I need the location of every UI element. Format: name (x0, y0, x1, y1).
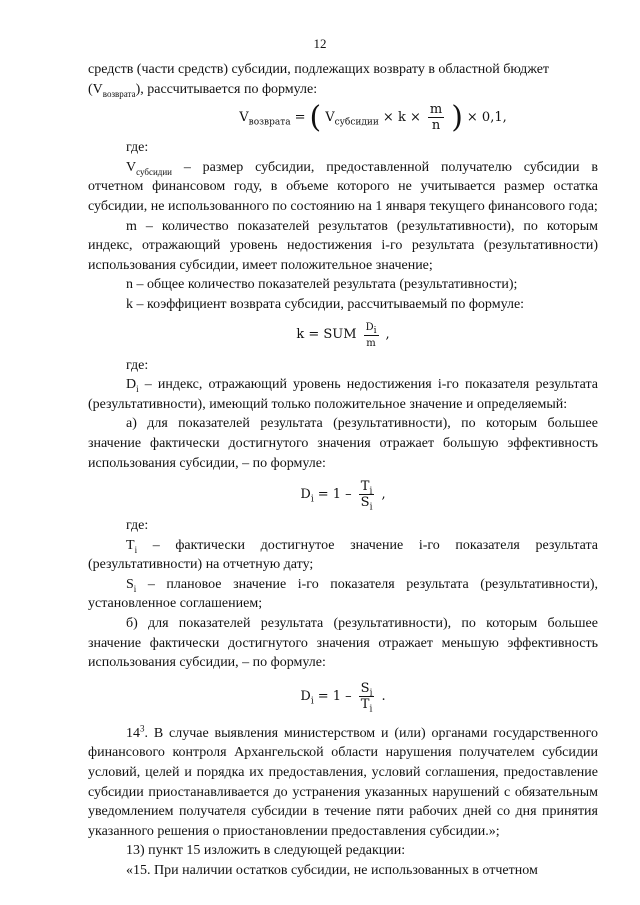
clause-14-3: $14^3$. В случае выявления министерством и (или) органами государственного финансового контроля Архангельской области нарушения получателем субсидии условий, целей и порядка их предоставления, условий соглашения, предоставление субсидии приостанавливается до устранения указанных нарушений с обязательным уведомлением получателя субсидии в течение пяти рабочих дней со дня принятия указанного решения о приостановлении предоставления субсидии.»; (88, 723, 598, 839)
formula-k: k = SUM $\frac{D_i}{m}$ , (296, 321, 390, 349)
definition-si: $S_i$ – плановое значение i-го показателя результата (результативности), установленное соглашением; (88, 576, 598, 612)
definition-n: n – общее количество показателей результата (результативности); (126, 277, 518, 293)
definition-di: $D_i$ – индекс, отражающий уровень недостижения i-го показателя результата (результативности), имеющий только положительное значение и определяемый: (88, 377, 598, 412)
definition-k: k – коэффициент возврата субсидии, рассчитываемый по формуле: (126, 296, 525, 312)
formula-di-case-b: $D_i$ = 1 – $\frac{S_i}{T_i}$ . (300, 680, 386, 715)
definition-v-subsidy: $V_{субсидии}$ – размер субсидии, предоставленной получателю субсидии в отчетном финансовом году, в объеме которого не учитывается размер остатка субсидии, не использованного по состоянию на 1 января текущего финансового года; (88, 159, 598, 214)
page-number: 12 (313, 36, 327, 51)
paragraph-return-amount: средств (части средств) субсидии, подлежащих возврату в областной бюджет $(V_{возврата})$, рассчитывается по формуле: (88, 62, 550, 99)
where-label: где: (126, 518, 149, 534)
where-label: где: (126, 357, 149, 373)
item-13: 13) пункт 15 изложить в следующей редакции: (126, 843, 406, 859)
formula-di-case-a: $D_i$ = 1 – $\frac{T_i}{S_i}$ , (300, 479, 386, 513)
case-b-text: б) для показателей результата (результативности), по которым большее значение фактически достигнутого значения отражает меньшую эффективность использования субсидии, – по формуле: (88, 616, 598, 671)
document-body (88, 60, 598, 881)
case-a-text: а) для показателей результата (результативности), по которым большее значение фактически достигнутого значения отражает большую эффективность использования субсидии, – по формуле: (88, 416, 598, 471)
where-label: где: (126, 140, 149, 156)
definition-m: m – количество показателей результатов (результативности), по которым индекс, отражающий уровень недостижения i-го результата (результативности) использования субсидии, имеет положительное значение; (88, 218, 598, 273)
definition-ti: $T_i$ – фактически достигнутое значение i-го показателя результата (результативности) на отчетную дату; (88, 537, 598, 573)
formula-return-amount: $V_{возврата}$ = ( $V_{субсидии}$ × k × $\frac{m}{n}$ ) × 0,1, (239, 99, 507, 135)
clause-15-start: «15. При наличии остатков субсидии, не использованных в отчетном (126, 863, 538, 878)
